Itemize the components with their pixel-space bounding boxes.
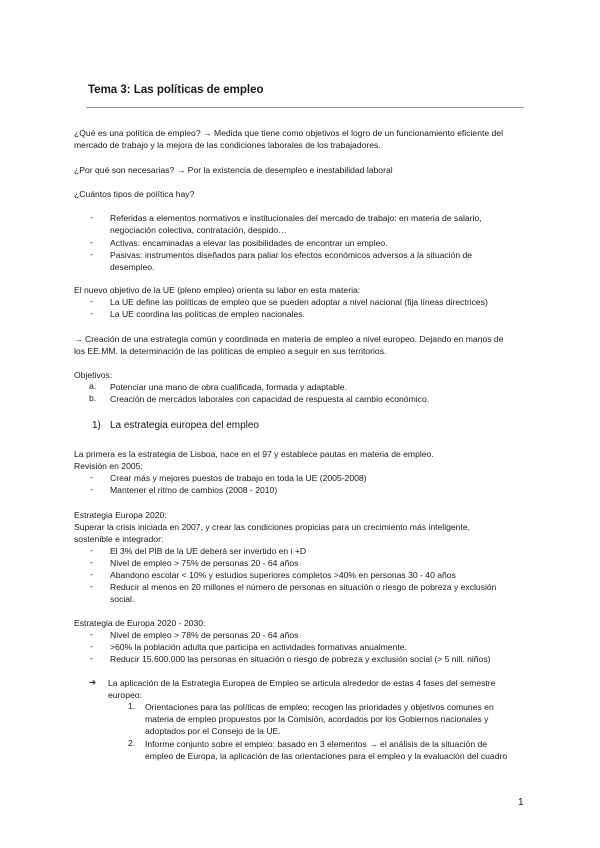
text-line: Referidas a elementos normativos e institucionales del mercado de trabajo: en materia de salario, [110, 213, 482, 223]
text-line: Objetivos: [74, 370, 113, 380]
list-item [110, 237, 388, 249]
bullet-dash: - [90, 472, 93, 482]
text-line: negociación colectiva, contratación, despido… [110, 225, 287, 236]
text-line: El nuevo objetivo de la UE (pleno empleo) orienta su labor en esta materia: [74, 285, 361, 295]
text-line: Nivel de empleo > 78% de personas 20 - 64 años [110, 630, 299, 640]
europa-2020-block [74, 509, 532, 546]
list-item [110, 629, 298, 641]
text-line: >60% la población adulta que participa en actividades formativas anualmente. [110, 642, 407, 652]
list-marker: b. [89, 393, 97, 403]
text-line: Mantener el ritmo de cambios (2008 - 2010) [110, 485, 278, 495]
text-line: adoptados por el Consejo de la UE. [145, 726, 281, 737]
text-line: los EE.MM. la determinación de las políticas de empleo a seguir en sus territorios. [74, 346, 387, 357]
text-line: desempleo. [110, 262, 155, 273]
text-line: ¿Cuántos tipos de política hay? [74, 189, 195, 199]
bullet-dash: - [90, 237, 93, 247]
bullet-dash: - [90, 249, 93, 259]
bullet-dash: - [90, 653, 93, 663]
list-item [110, 296, 488, 308]
europa-2030-label [74, 617, 532, 629]
text-line: Creación de mercados laborales con capacidad de respuesta al cambio económico. [110, 394, 430, 404]
question-why [74, 164, 532, 176]
bullet-dash: - [90, 581, 93, 591]
title-divider [86, 107, 524, 108]
text-line: ¿Por qué son necesarias? → Por la existencia de desempleo e inestabilidad laboral [74, 165, 393, 175]
list-item [110, 308, 305, 320]
text-line: Orientaciones para las políticas de empleo: recogen las prioridades y objetivos comunes en [145, 702, 494, 712]
text-line: mercado de trabajo y la mejora de las condiciones laborales de los trabajadores. [74, 140, 381, 151]
section-number: 1) [92, 420, 101, 431]
text-line: El 3% del PIB de la UE deberá ser invertido en i +D [110, 546, 307, 556]
list-item [110, 545, 306, 557]
text-line: La UE coordina las políticas de empleo nacionales. [110, 309, 305, 319]
ue-intro [74, 284, 532, 296]
list-item [110, 381, 347, 393]
text-line: Abandono escolar < 10% y estudios superiores completos >40% en personas 30 - 40 años [110, 570, 456, 580]
strategy-paragraph [74, 333, 532, 357]
text-line: Reducir 15.600.000 las personas en situación o riesgo de pobreza y exclusión social (> 5 nill. niños) [110, 654, 491, 664]
text-line: sostenible e integrador: [74, 534, 164, 545]
list-marker: 1. [128, 701, 136, 711]
list-marker: a. [89, 381, 97, 391]
text-line: Reducir al menos en 20 millones el número de personas en situación o riesgo de pobreza y exclusión [110, 582, 497, 592]
bullet-dash: - [90, 296, 93, 306]
list-item [110, 472, 367, 484]
list-item [108, 677, 495, 701]
page-number: 1 [518, 797, 524, 808]
text-line: Crear más y mejores puestos de trabajo en toda la UE (2005-2008) [110, 473, 367, 483]
question-what-is [74, 127, 532, 151]
list-item [110, 581, 496, 605]
bullet-dash: - [90, 545, 93, 555]
page-title: Tema 3: Las políticas de empleo [88, 84, 264, 96]
text-line: Pasivas: instrumentos diseñados para paliar los efectos económicos adversos a la situación de [110, 250, 473, 260]
text-line: Activas: encaminadas a elevar las posibilidades de encontrar un empleo. [110, 238, 388, 248]
bullet-dash: - [90, 641, 93, 651]
list-item [145, 738, 507, 762]
text-line: La aplicación de la Estrategia Europea de Empleo se articula alrededor de estas 4 fases del semestre [108, 678, 496, 688]
text-line: empleo de Europa, la aplicación de las orientaciones para el empleo y la evaluación del cuadro [145, 751, 508, 762]
list-item [110, 249, 472, 273]
bullet-dash: - [90, 212, 93, 222]
text-line: europeo: [108, 690, 142, 701]
bullet-dash: - [90, 308, 93, 318]
list-item [110, 212, 482, 236]
text-line: social. [110, 594, 135, 605]
section-heading: La estrategia europea del empleo [110, 420, 259, 431]
text-line: Estrategia de Europa 2020 - 2030: [74, 618, 206, 628]
text-line: Nivel de empleo > 75% de personas 20 - 64 años [110, 558, 299, 568]
text-line: La UE define las políticas de empleo que se pueden adoptar a nivel nacional (fija líneas directrices) [110, 297, 488, 307]
objetivos-label [74, 369, 532, 381]
text-line: Informe conjunto sobre el empleo: basado en 3 elementos → el análisis de la situación de [145, 739, 488, 749]
text-line: materia de empleo propuestos por la Comisión, acordados por los Gobiernos nacionales y [145, 714, 489, 725]
bullet-dash: - [90, 629, 93, 639]
list-item [110, 393, 429, 405]
question-types [74, 188, 532, 200]
list-item [110, 557, 298, 569]
list-item [110, 484, 277, 496]
list-marker: 2. [128, 738, 136, 748]
bullet-dash: - [90, 484, 93, 494]
list-item [145, 701, 494, 738]
text-line: ¿Qué es una política de empleo? → Medida que tiene como objetivos el logro de un funcionamiento eficiente del [74, 128, 503, 138]
text-line: Revisión en 2005: [74, 461, 143, 472]
bullet-dash: - [90, 569, 93, 579]
text-line: La primera es la estrategia de Lisboa, nace en el 97 y establece pautas en materia de empleo. [74, 449, 434, 459]
list-item [110, 641, 407, 653]
text-line: Superar la crisis iniciada en 2007, y crear las condiciones propicias para un crecimiento más inteligente, [74, 522, 470, 533]
text-line: Estrategia Europa 2020: [74, 510, 167, 520]
bullet-dash: - [90, 557, 93, 567]
lisboa-paragraph [74, 448, 532, 472]
list-item [110, 569, 456, 581]
text-line: Potenciar una mano de obra cualificada, formada y adaptable. [110, 382, 347, 392]
text-line: → Creación de una estrategia común y coordinada en materia de empleo a nivel europeo. Dejando en manos de [74, 334, 504, 344]
arrow-bullet-icon: ➔ [89, 677, 97, 687]
list-item [110, 653, 491, 665]
